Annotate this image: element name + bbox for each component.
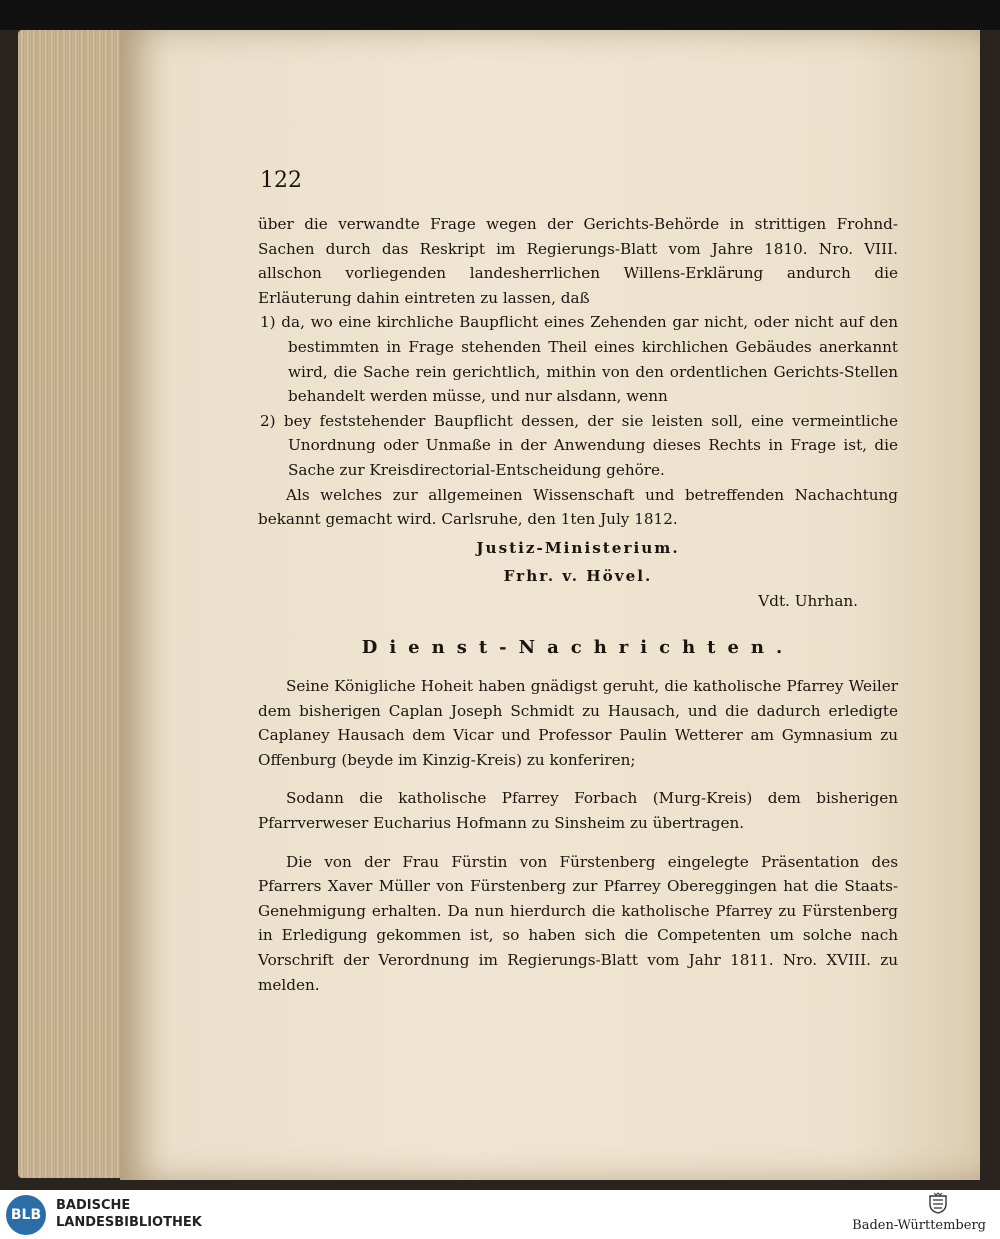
section-heading: Dienst-Nachrichten. <box>361 636 795 658</box>
page-number: 122 <box>260 168 302 193</box>
page-text <box>258 212 898 997</box>
library-line-2: LANDESBIBLIOTHEK <box>56 1215 202 1230</box>
library-line-1: BADISCHE <box>56 1198 131 1213</box>
state-name[interactable]: Baden-Württemberg <box>852 1218 986 1233</box>
signature-vdt: Vdt. Uhrhan. <box>758 591 858 610</box>
news-paragraph-2: Sodann die katholische Pfarrey Forbach (Murg-Kreis) dem bisherigen Pfarrverweser Eucharius Hofmann zu Sinsheim zu übertragen. <box>258 789 898 833</box>
blb-logo[interactable]: BLB <box>6 1195 46 1235</box>
top-border <box>0 0 1000 34</box>
news-paragraph-1: Seine Königliche Hoheit haben gnädigst geruht, die katholische Pfarrey Weiler dem bisherigen Caplan Joseph Schmidt zu Hausach, und die dadurch erledigte Caplaney Hausach dem Vicar und Professor Paulin Wetterer am Gymnasium zu Offenburg (beyde im Kinzig-Kreis) zu konferiren; <box>258 677 898 769</box>
list-item-1: 1) da, wo eine kirchliche Baupflicht eines Zehenden gar nicht, oder nicht auf den bestimmten in Frage stehenden Theil eines kirchlichen Gebäudes anerkannt wird, die Sache rein gerichtlich, mithin von den ordentlichen Gerichts-Stellen behandelt werden müsse, und nur alsdann, wenn <box>260 313 898 406</box>
closing-paragraph: Als welches zur allgemeinen Wissenschaft und betreffenden Nachachtung bekannt gemacht wird. Carlsruhe, den 1ten July 1812. <box>258 485 898 529</box>
state-crest-icon <box>928 1192 948 1214</box>
signature-name: Frhr. v. Hövel. <box>503 567 653 586</box>
list-item-2: 2) bey feststehender Baupflicht dessen, der sie leisten soll, eine vermeintliche Unordnung oder Unmaße in der Anwendung dieses Rechts in Frage ist, die Sache zur Kreisdirectorial-Entscheidung gehöre. <box>260 411 898 479</box>
intro-paragraph: über die verwandte Frage wegen der Gerichts-Behörde in strittigen Frohnd-Sachen durch das Reskript im Regierungs-Blatt vom Jahre 1810. Nro. VIII. allschon vorliegenden landesherrlichen Willens-Erklärung andurch die Erläuterung dahin eintreten zu lassen, daß <box>258 215 898 307</box>
library-name[interactable] <box>56 1197 202 1231</box>
signature-ministry: Justiz-Ministerium. <box>476 538 680 557</box>
footer-bar <box>0 1190 1000 1239</box>
news-paragraph-3: Die von der Frau Fürstin von Fürstenberg eingelegte Präsentation des Pfarrers Xaver Müller von Fürstenberg zur Pfarrey Obereggingen hat die Staats-Genehmigung erhalten. Da nun hierdurch die katholische Pfarrey zu Fürstenberg in Erledigung gekommen ist, so haben sich die Competenten um solche nach Vorschrift der Verordnung im Regierungs-Blatt vom Jahr 1811. Nro. XVIII. zu melden. <box>258 852 898 994</box>
